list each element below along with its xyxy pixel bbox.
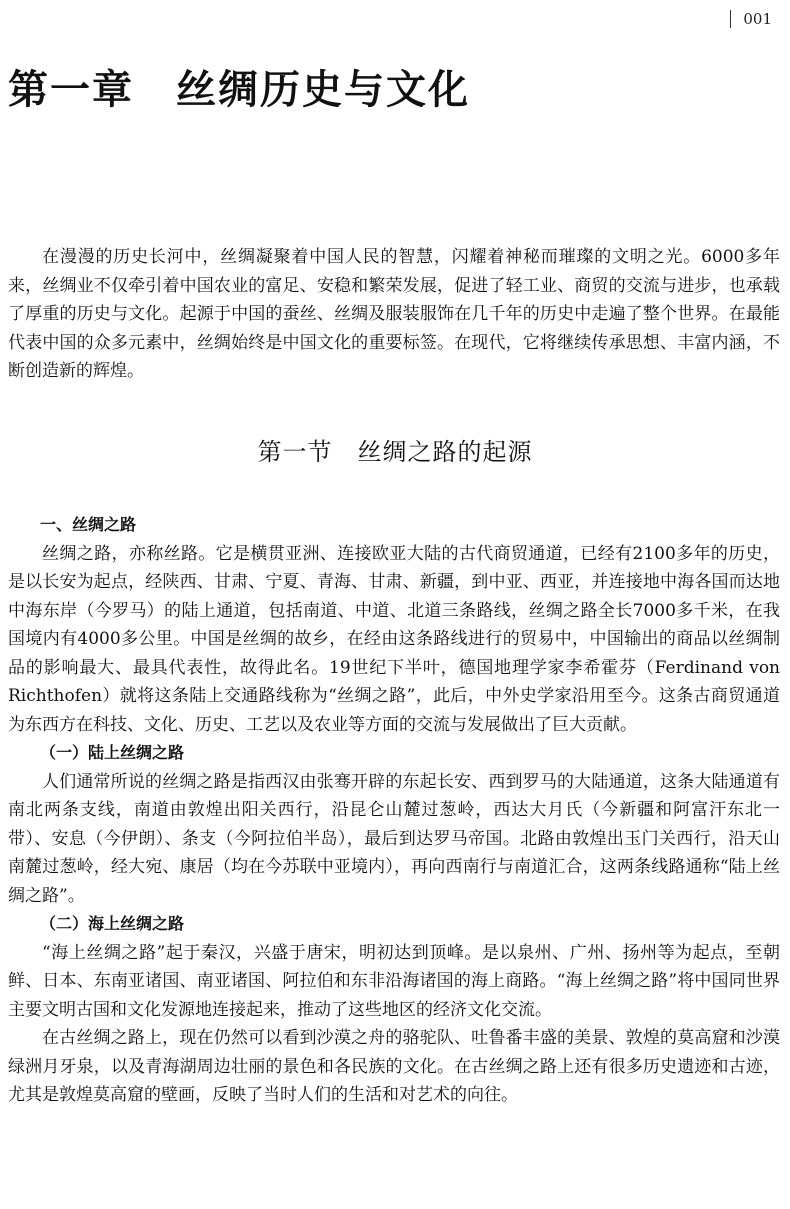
heading-maritime-silk-road: （二）海上丝绸之路 bbox=[40, 914, 185, 933]
section-body bbox=[8, 511, 780, 1110]
heading-silk-road: 一、丝绸之路 bbox=[40, 515, 137, 534]
intro-block bbox=[8, 243, 780, 386]
page-header bbox=[730, 10, 772, 28]
intro-paragraph: 在漫漫的历史长河中，丝绸凝聚着中国人民的智慧，闪耀着神秘而璀璨的文明之光。6000多年来，丝绸业不仅牵引着中国农业的富足、安稳和繁荣发展，促进了轻工业、商贸的交流与进步，也承载了厚重的历史与文化。起源于中国的蚕丝、丝绸及服装服饰在几千年的历史中走遍了整个世界。在最能代表中国的众多元素中，丝绸始终是中国文化的重要标签。在现代，它将继续传承思想、丰富内涵，不断创造新的辉煌。 bbox=[8, 247, 780, 381]
paragraph-silk-road-heritage: 在古丝绸之路上，现在仍然可以看到沙漠之舟的骆驼队、吐鲁番丰盛的美景、敦煌的莫高窟和沙漠绿洲月牙泉，以及青海湖周边壮丽的景色和各民族的文化。在古丝绸之路上还有很多历史遗迹和古迹，尤其是敦煌莫高窟的壁画，反映了当时人们的生活和对艺术的向往。 bbox=[8, 1028, 780, 1105]
paragraph-land-silk-road: 人们通常所说的丝绸之路是指西汉由张骞开辟的东起长安、西到罗马的大陆通道，这条大陆通道有南北两条支线，南道由敦煌出阳关西行，沿昆仑山麓过葱岭，西达大月氏（今新疆和阿富汗东北一带）、安息（今伊朗）、条支（今阿拉伯半岛），最后到达罗马帝国。北路由敦煌出玉门关西行，沿天山南麓过葱岭，经大宛、康居（均在今苏联中亚境内），再向西南行与南道汇合，这两条线路通称“陆上丝绸之路”。 bbox=[8, 771, 780, 906]
paragraph-maritime-silk-road: “海上丝绸之路”起于秦汉，兴盛于唐宋，明初达到顶峰。是以泉州、广州、扬州等为起点，至朝鲜、日本、东南亚诸国、南亚诸国、阿拉伯和东非沿海诸国的海上商路。“海上丝绸之路”将中国同世界主要文明古国和文化发源地连接起来，推动了这些地区的经济文化交流。 bbox=[8, 942, 780, 1020]
heading-land-silk-road: （一）陆上丝绸之路 bbox=[40, 743, 185, 762]
section-title: 第一节 丝绸之路的起源 bbox=[257, 438, 533, 466]
header-divider bbox=[730, 10, 731, 28]
paragraph-silk-road: 丝绸之路，亦称丝路。它是横贯亚洲、连接欧亚大陆的古代商贸通道，已经有2100多年的历史，是以长安为起点，经陕西、甘肃、宁夏、青海、甘肃、新疆，到中亚、西亚，并连接地中海各国而达地中海东岸（今罗马）的陆上通道，包括南道、中道、北道三条路线，丝绸之路全长7000多千米，在我国境内有4000多公里。中国是丝绸的故乡，在经由这条路线进行的贸易中，中国输出的商品以丝绸制品的影响最大、最具代表性，故得此名。19世纪下半叶，德国地理学家李希霍芬（Ferdinand von Richthofen）就将这条陆上交通路线称为“丝绸之路”，此后，中外史学家沿用至今。这条古商贸通道为东西方在科技、文化、历史、工艺以及农业等方面的交流与发展做出了巨大贡献。 bbox=[8, 543, 780, 735]
chapter-title: 第一章 丝绸历史与文化 bbox=[8, 67, 470, 113]
page-number: 001 bbox=[743, 10, 772, 28]
